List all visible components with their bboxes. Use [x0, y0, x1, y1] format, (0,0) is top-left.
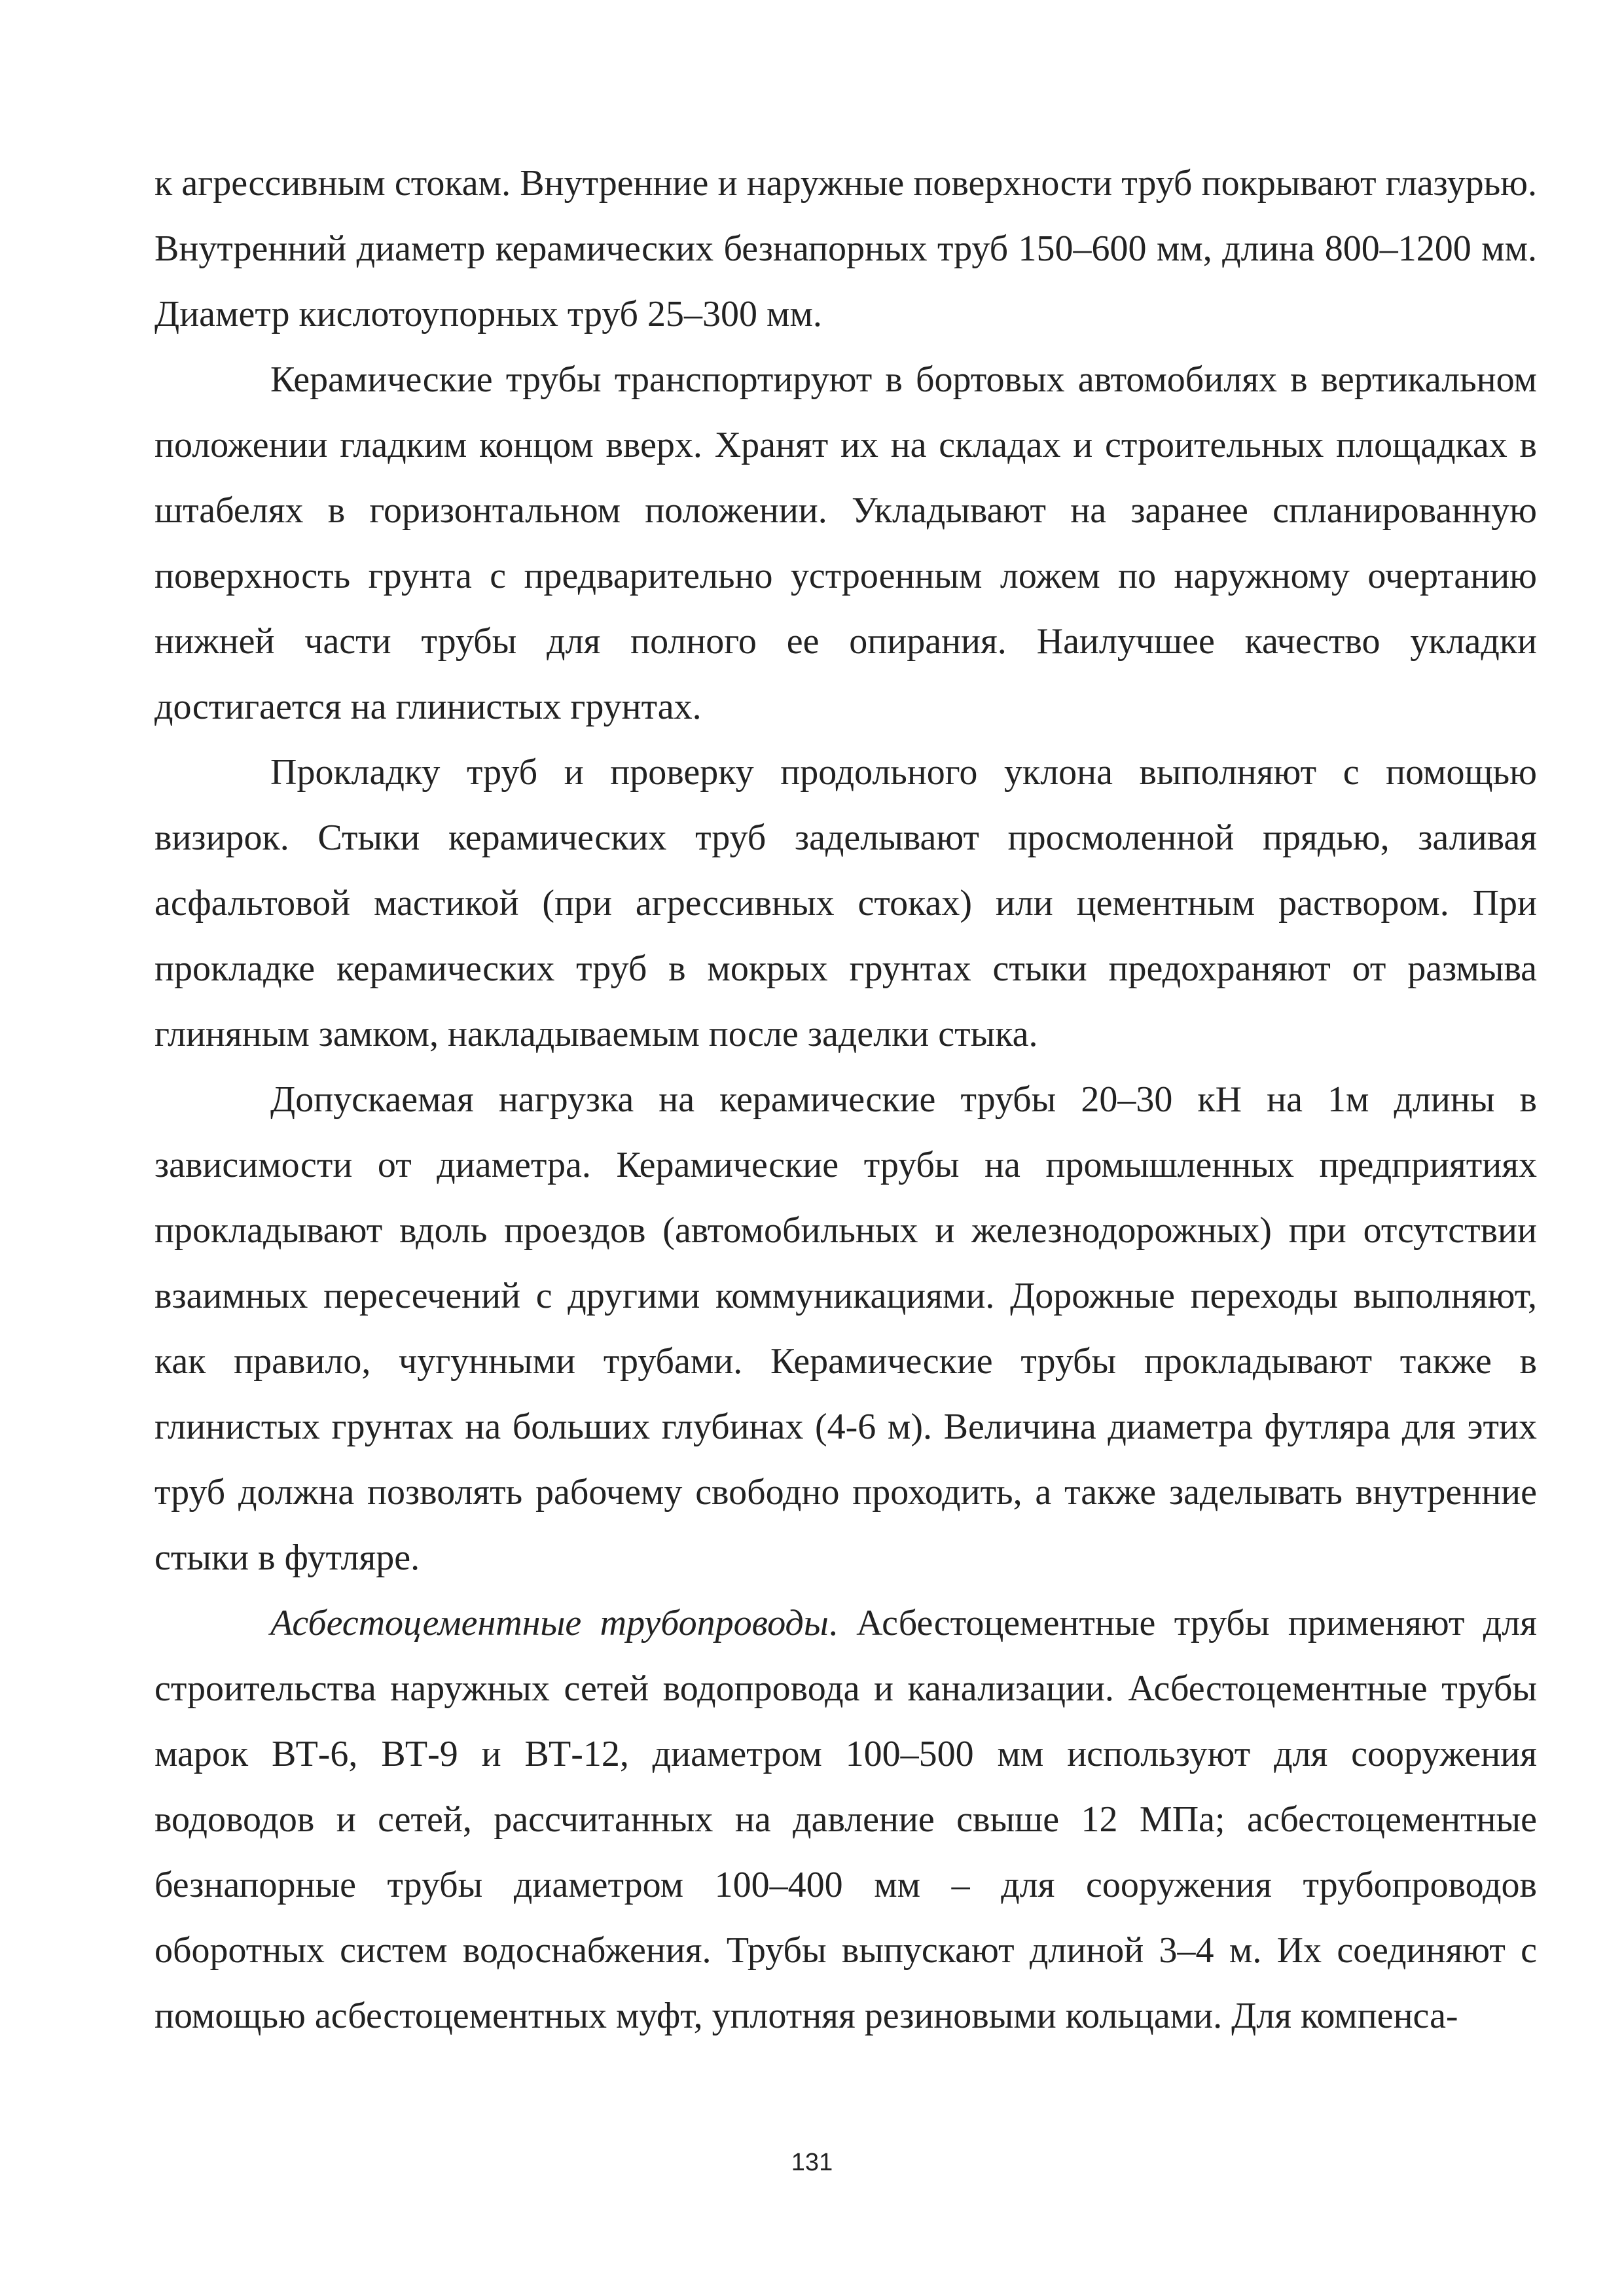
- paragraph-ceramic-transport: [154, 347, 1537, 740]
- page-body-text: [154, 151, 1537, 2049]
- paragraph-text: к агрессивным стокам. Внутренние и наружные поверхности труб покрывают глазурью. Внутренний диаметр керамических безнапорных труб 150–600 мм, длина 800–1200 мм. Диаметр кислотоупорных труб 25–300 мм.: [154, 163, 1537, 334]
- paragraph-allowable-load: [154, 1067, 1537, 1590]
- paragraph-text: Прокладку труб и проверку продольного уклона выполняют с помощью визирок. Стыки керамических труб заделывают просмоленной прядью, заливая асфальтовой мастикой (при агрессивных стоках) или цементным раствором. При прокладке керамических труб в мокрых грунтах стыки предохраняют от размыва глиняным замком, накладываемым после заделки стыка.: [154, 752, 1537, 1054]
- paragraph-text: Допускаемая нагрузка на керамические трубы 20–30 кН на 1м длины в зависимости от диаметра. Керамические трубы на промышленных предприятиях прокладывают вдоль проездов (автомобильных и железнодорожных) при отсутствии взаимных пересечений с другими коммуникациями. Дорожные переходы выполняют, как правило, чугунными трубами. Керамические трубы прокладывают также в глинистых грунтах на больших глубинах (4-6 м). Величина диаметра футляра для этих труб должна позволять рабочему свободно проходить, а также заделывать внутренние стыки в футляре.: [154, 1079, 1537, 1578]
- paragraph-pipe-laying: [154, 740, 1537, 1067]
- section-lead-in: Асбестоцементные трубопроводы: [270, 1603, 829, 1643]
- page-number: 131: [791, 2149, 833, 2176]
- paragraph-text: Керамические трубы транспортируют в бортовых автомобилях в вертикальном положении гладким концом вверх. Хранят их на складах и строительных площадках в штабелях в горизонтальном положении. Укладывают на заранее спланированную поверхность грунта с предварительно устроенным ложем по наружному очертанию нижней части трубы для полного ее опирания. Наилучшее качество укладки достигается на глинистых грунтах.: [154, 359, 1537, 727]
- paragraph-text: . Асбестоцементные трубы применяют для строительства наружных сетей водопровода и канализации. Асбестоцементные трубы марок ВТ-6, ВТ-9 и ВТ-12, диаметром 100–500 мм используют для сооружения водоводов и сетей, рассчитанных на давление свыше 12 МПа; асбестоцементные безнапорные трубы диаметром 100–400 мм – для сооружения трубопроводов оборотных систем водоснабжения. Трубы выпускают длиной 3–4 м. Их соединяют с помощью асбестоцементных муфт, уплотняя резиновыми кольцами. Для компенса-: [154, 1603, 1537, 2036]
- paragraph-asbestos-cement: [154, 1590, 1537, 2049]
- paragraph-continuation: [154, 151, 1537, 347]
